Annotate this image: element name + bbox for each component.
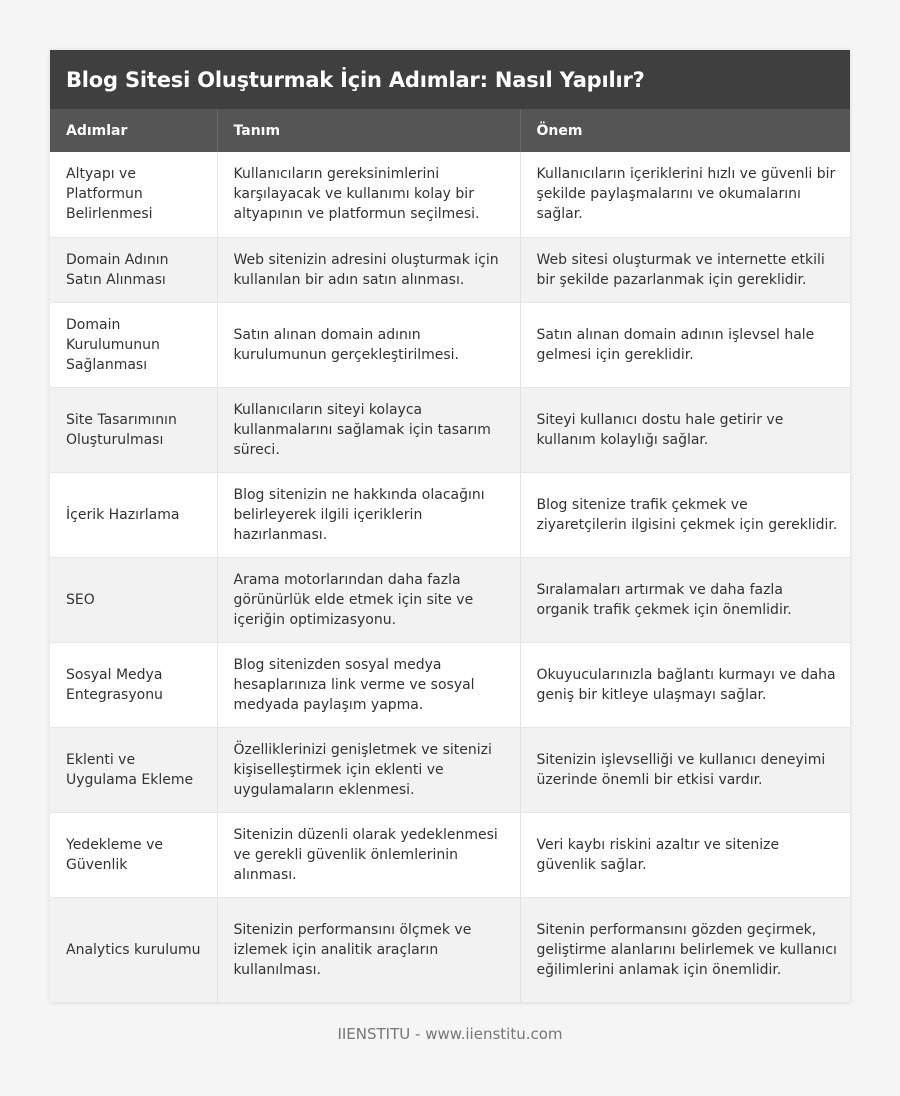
table-header-row (50, 109, 850, 152)
step-cell: Sosyal Medya Entegrasyonu (50, 642, 217, 727)
definition-cell: Kullanıcıların siteyi kolayca kullanmalarını sağlamak için tasarım süreci. (217, 387, 520, 472)
definition-cell: Arama motorlarından daha fazla görünürlük elde etmek için site ve içeriğin optimizasyonu. (217, 557, 520, 642)
step-cell: Domain Kurulumunun Sağlanması (50, 302, 217, 387)
importance-cell: Kullanıcıların içeriklerini hızlı ve güvenli bir şekilde paylaşmalarını ve okumalarını sağlar. (520, 152, 850, 237)
table-row (50, 557, 850, 642)
importance-cell: Okuyucularınızla bağlantı kurmayı ve daha geniş bir kitleye ulaşmayı sağlar. (520, 642, 850, 727)
column-header-steps: Adımlar (50, 109, 217, 152)
table-row (50, 472, 850, 557)
step-cell: Analytics kurulumu (50, 897, 217, 1002)
definition-cell: Sitenizin performansını ölçmek ve izlemek için analitik araçların kullanılması. (217, 897, 520, 1002)
steps-table-card (50, 50, 850, 1003)
column-header-importance: Önem (520, 109, 850, 152)
step-cell: Yedekleme ve Güvenlik (50, 812, 217, 897)
step-cell: SEO (50, 557, 217, 642)
importance-cell: Blog sitenize trafik çekmek ve ziyaretçilerin ilgisini çekmek için gereklidir. (520, 472, 850, 557)
steps-table (50, 109, 850, 1003)
importance-cell: Siteyi kullanıcı dostu hale getirir ve kullanım kolaylığı sağlar. (520, 387, 850, 472)
importance-cell: Sitenizin işlevselliği ve kullanıcı deneyimi üzerinde önemli bir etkisi vardır. (520, 727, 850, 812)
step-cell: Site Tasarımının Oluşturulması (50, 387, 217, 472)
importance-cell: Sitenin performansını gözden geçirmek, geliştirme alanlarını belirlemek ve kullanıcı eğilimlerini anlamak için önemlidir. (520, 897, 850, 1002)
table-row (50, 897, 850, 1002)
importance-cell: Satın alınan domain adının işlevsel hale gelmesi için gereklidir. (520, 302, 850, 387)
table-row (50, 387, 850, 472)
table-row (50, 302, 850, 387)
importance-cell: Veri kaybı riskini azaltır ve sitenize güvenlik sağlar. (520, 812, 850, 897)
step-cell: İçerik Hazırlama (50, 472, 217, 557)
step-cell: Altyapı ve Platformun Belirlenmesi (50, 152, 217, 237)
importance-cell: Sıralamaları artırmak ve daha fazla organik trafik çekmek için önemlidir. (520, 557, 850, 642)
table-row (50, 152, 850, 237)
table-row (50, 237, 850, 302)
table-title-bar (50, 50, 850, 109)
importance-cell: Web sitesi oluşturmak ve internette etkili bir şekilde pazarlanmak için gereklidir. (520, 237, 850, 302)
footer-credit: IIENSTITU - www.iienstitu.com (337, 1025, 563, 1043)
definition-cell: Blog sitenizin ne hakkında olacağını belirleyerek ilgili içeriklerin hazırlanması. (217, 472, 520, 557)
step-cell: Eklenti ve Uygulama Ekleme (50, 727, 217, 812)
definition-cell: Blog sitenizden sosyal medya hesaplarınıza link verme ve sosyal medyada paylaşım yapma. (217, 642, 520, 727)
definition-cell: Özelliklerinizi genişletmek ve sitenizi kişiselleştirmek için eklenti ve uygulamaların eklenmesi. (217, 727, 520, 812)
definition-cell: Sitenizin düzenli olarak yedeklenmesi ve gerekli güvenlik önlemlerinin alınması. (217, 812, 520, 897)
step-cell: Domain Adının Satın Alınması (50, 237, 217, 302)
table-row (50, 727, 850, 812)
definition-cell: Satın alınan domain adının kurulumunun gerçekleştirilmesi. (217, 302, 520, 387)
page-title: Blog Sitesi Oluşturmak İçin Adımlar: Nasıl Yapılır? (66, 67, 645, 92)
column-header-definition: Tanım (217, 109, 520, 152)
definition-cell: Web sitenizin adresini oluşturmak için kullanılan bir adın satın alınması. (217, 237, 520, 302)
definition-cell: Kullanıcıların gereksinimlerini karşılayacak ve kullanımı kolay bir altyapının ve platformun seçilmesi. (217, 152, 520, 237)
table-row (50, 642, 850, 727)
table-row (50, 812, 850, 897)
